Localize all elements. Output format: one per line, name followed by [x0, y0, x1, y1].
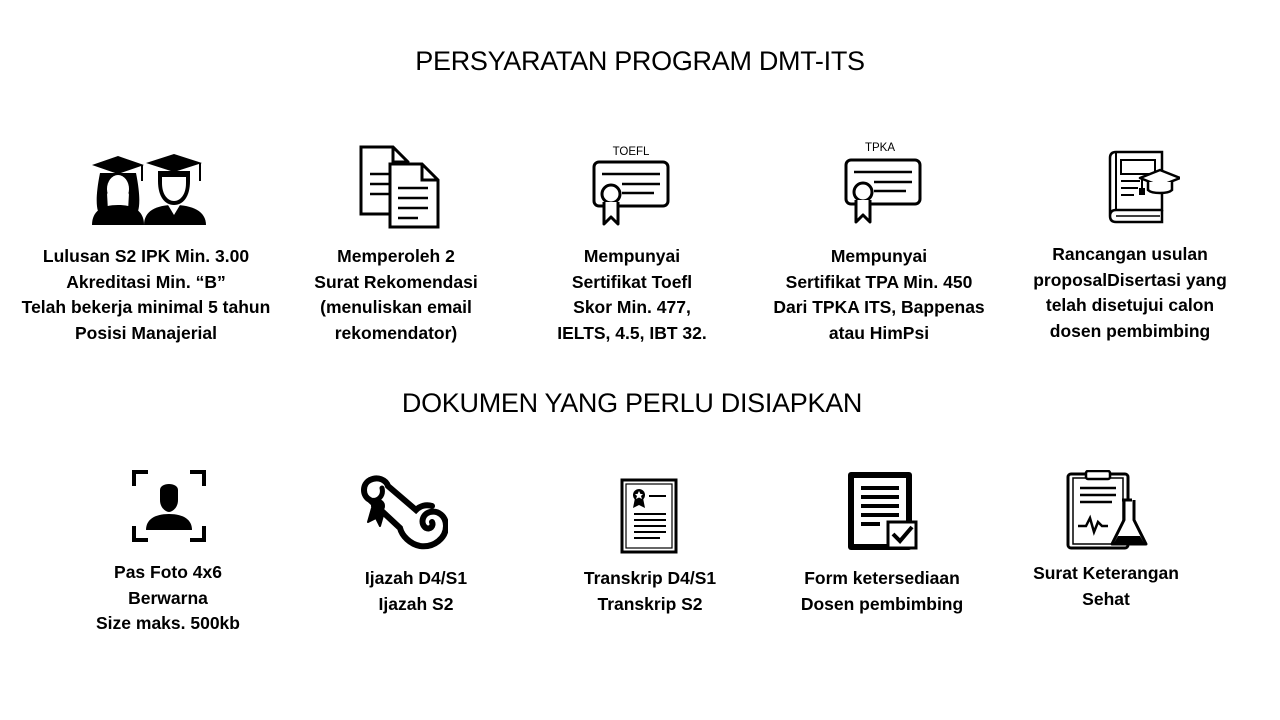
thesis-book-icon — [1104, 150, 1180, 226]
section-title-documents: DOKUMEN YANG PERLU DISIAPKAN — [401, 388, 863, 418]
document-caption: Pas Foto 4x6 Berwarna Size maks. 500kb — [96, 562, 240, 633]
health-certificate-icon — [1066, 470, 1148, 552]
documents-icon — [358, 144, 442, 230]
diploma-scroll-icon — [360, 474, 448, 552]
document-caption: Form ketersediaan Dosen pembimbing — [800, 568, 964, 614]
section-title-requirements: PERSYARATAN PROGRAM DMT-ITS — [415, 46, 865, 76]
document-caption: Ijazah D4/S1 Ijazah S2 — [364, 568, 468, 614]
graduates-icon — [88, 153, 210, 225]
requirement-caption: Mempunyai Sertifikat TPA Min. 450 Dari TPKA ITS, Bappenas atau HimPsi — [773, 246, 985, 343]
certificate-icon — [844, 158, 922, 226]
form-check-icon — [846, 470, 920, 552]
tpka-tag: TPKA — [864, 142, 896, 154]
requirement-caption: Mempunyai Sertifikat Toefl Skor Min. 477, IELTS, 4.5, IBT 32. — [557, 246, 707, 343]
transcript-icon — [620, 478, 678, 554]
document-caption: Surat Keterangan Sehat — [1033, 563, 1179, 609]
toefl-tag: TOEFL — [612, 146, 650, 158]
requirement-caption: Lulusan S2 IPK Min. 3.00 Akreditasi Min. “B” Telah bekerja minimal 5 tahun Posisi Manajerial — [21, 246, 271, 343]
document-caption: Transkrip D4/S1 Transkrip S2 — [583, 568, 717, 614]
requirement-caption: Rancangan usulan proposalDisertasi yang telah disetujui calon dosen pembimbing — [1033, 244, 1227, 341]
requirement-caption: Memperoleh 2 Surat Rekomendasi (menuliskan email rekomendator) — [314, 246, 478, 343]
photo-frame-icon — [132, 470, 206, 542]
certificate-icon — [592, 160, 670, 228]
